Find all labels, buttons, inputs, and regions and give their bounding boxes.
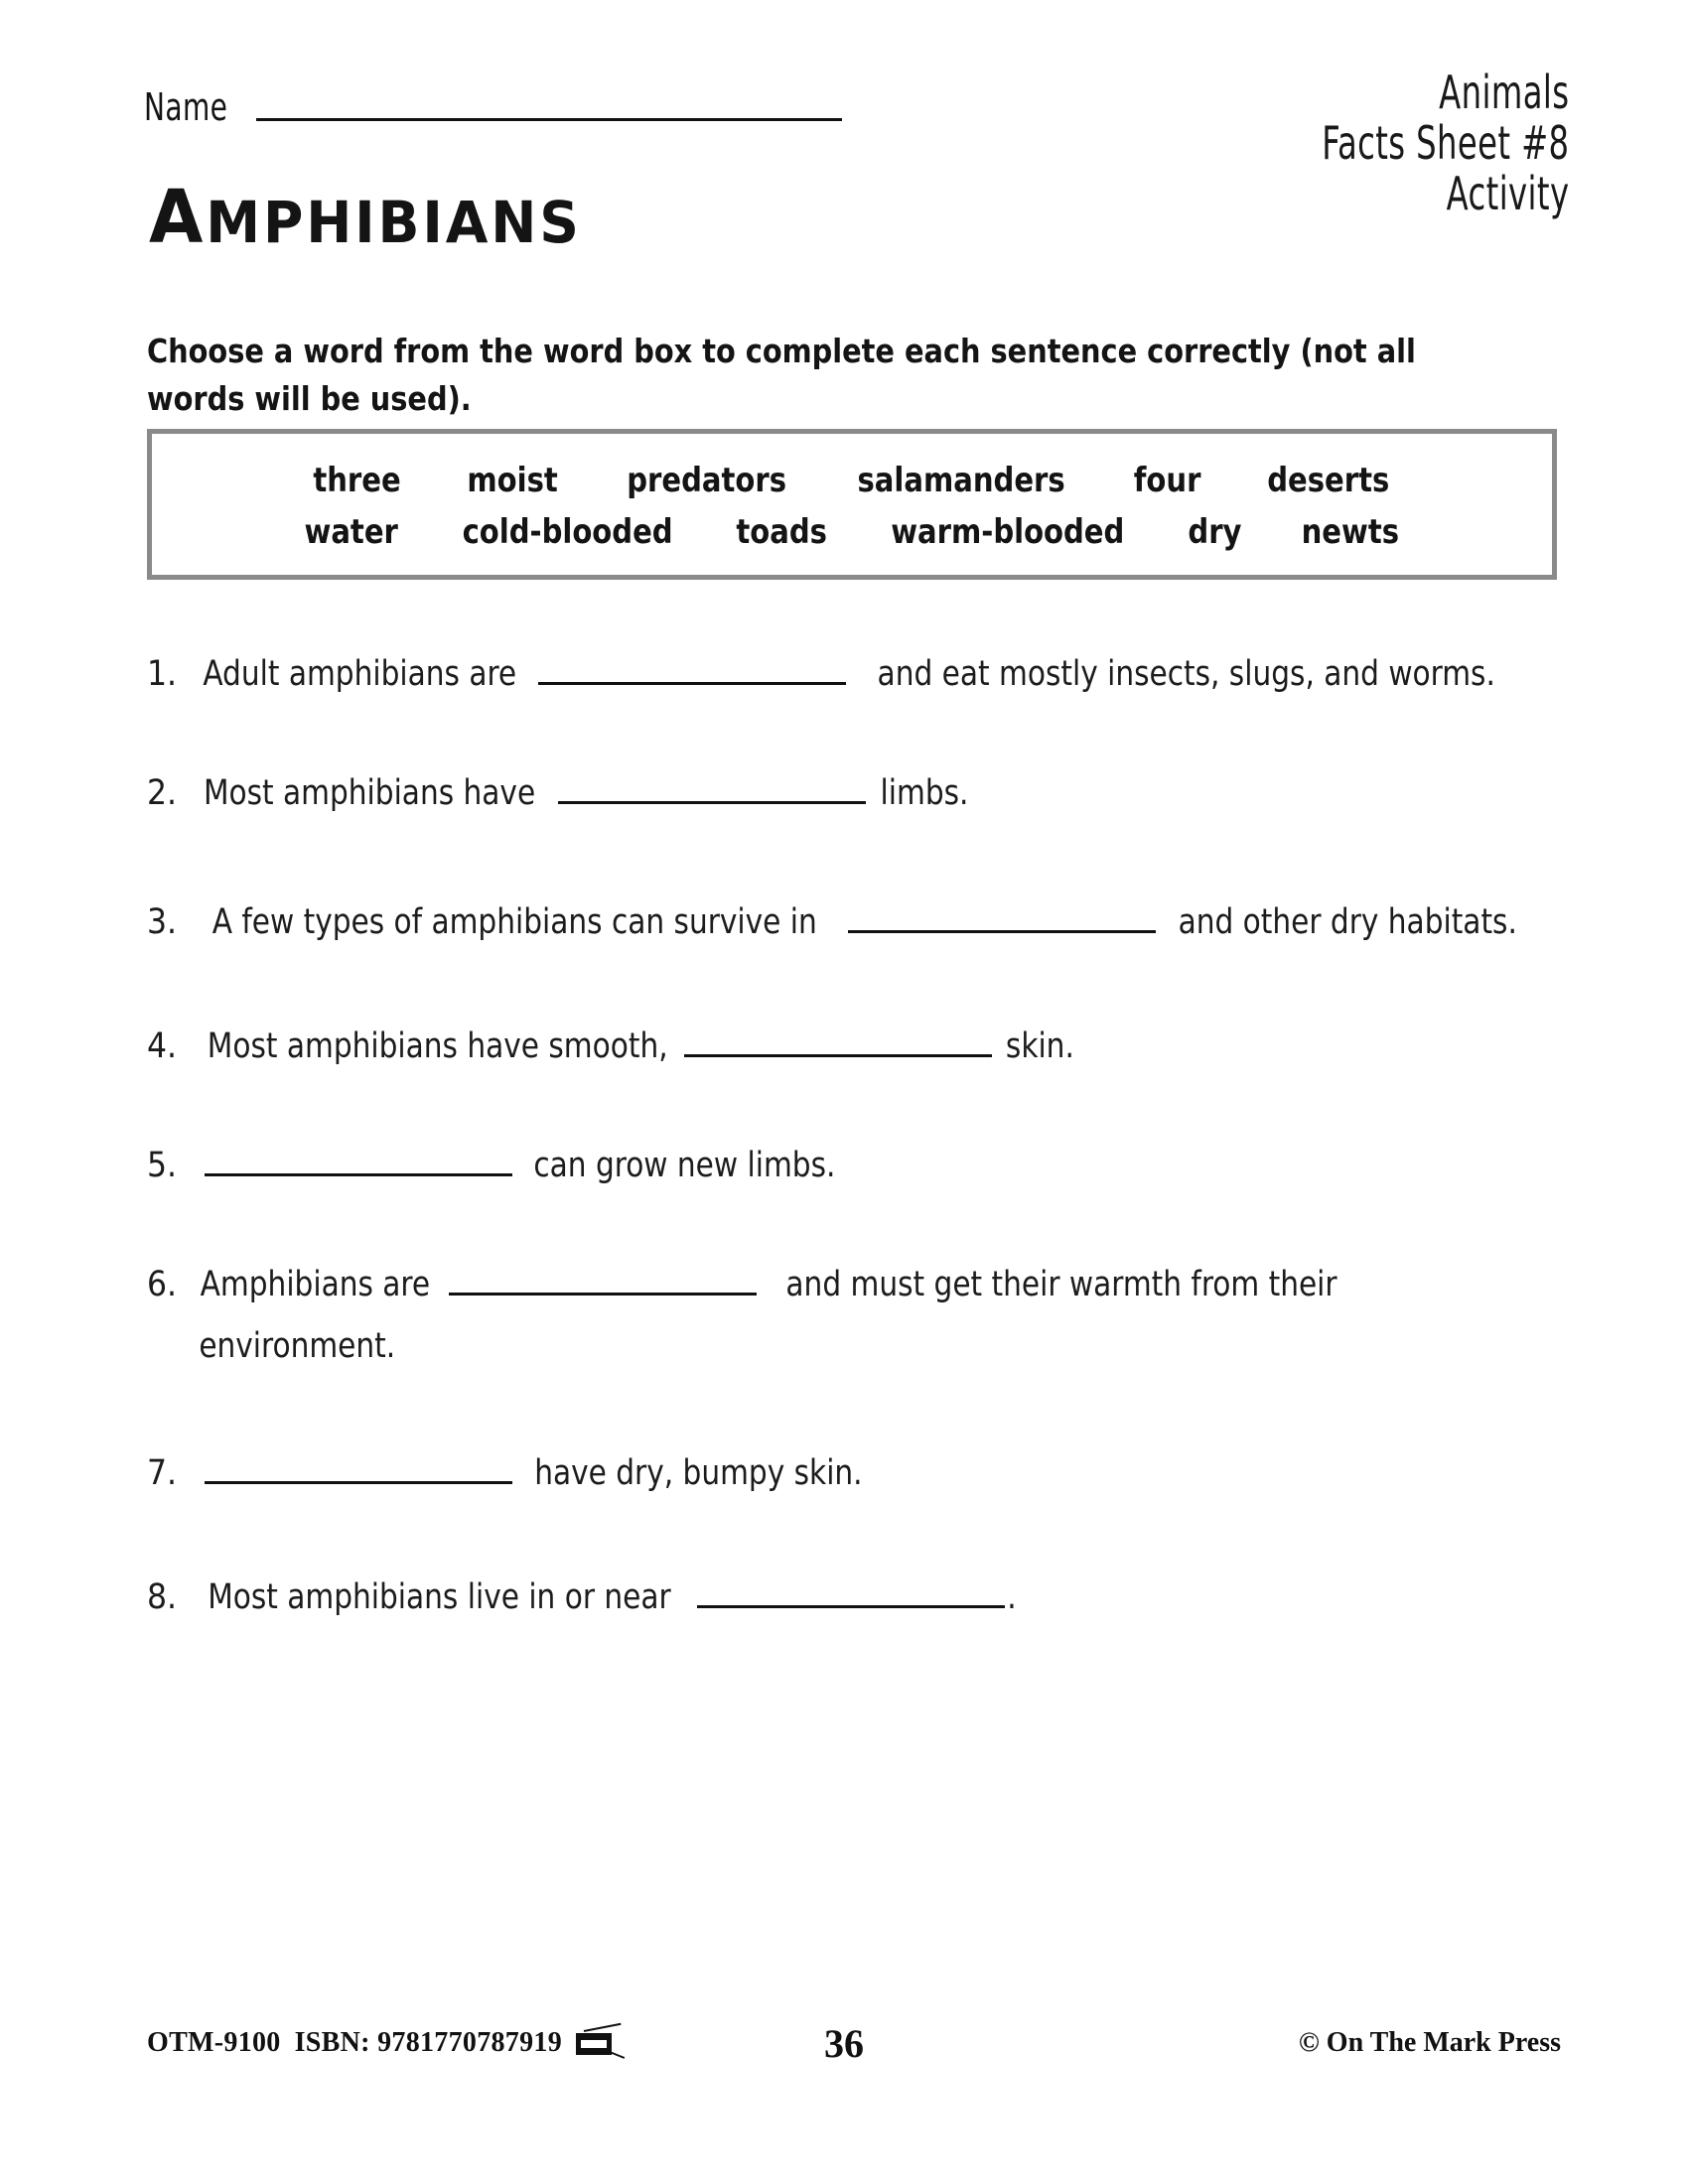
word-bank-item[interactable]: cold-blooded — [462, 512, 673, 552]
question-number: 1. — [147, 654, 178, 694]
word-bank-item[interactable]: predators — [626, 461, 786, 500]
word-bank-item[interactable]: toads — [736, 512, 828, 552]
answer-blank[interactable] — [205, 1447, 512, 1484]
question-number: 7. — [147, 1453, 178, 1493]
header-activity-kind: Activity — [1446, 167, 1569, 220]
answer-blank[interactable] — [205, 1140, 512, 1176]
header-series: Animals — [1438, 66, 1569, 119]
question-item — [147, 1442, 1597, 1504]
word-box-row-2 — [152, 506, 1552, 558]
header-meta — [1252, 68, 1569, 219]
question-text-after-blank: and eat mostly insects, slugs, and worms. — [868, 654, 1495, 694]
word-bank-item[interactable]: salamanders — [857, 461, 1065, 500]
word-bank-item[interactable]: deserts — [1267, 461, 1390, 500]
answer-blank[interactable] — [848, 896, 1156, 933]
word-bank-item[interactable]: four — [1133, 461, 1201, 500]
question-text-before-blank: Most amphibians have smooth, — [207, 1026, 668, 1066]
answer-blank[interactable] — [558, 767, 866, 804]
page-number: 36 — [824, 2021, 864, 2066]
question-list — [147, 643, 1587, 1735]
question-text-after-blank: limbs. — [870, 773, 968, 813]
question-item — [147, 891, 1597, 953]
question-line — [147, 1442, 1597, 1504]
answer-blank[interactable] — [697, 1571, 1005, 1608]
footer-product-code: OTM-9100 — [147, 2027, 281, 2058]
question-item — [147, 762, 1597, 824]
word-box-content — [152, 434, 1552, 575]
name-field-row — [144, 87, 859, 127]
page-title-text: AMPHIBIANS — [149, 175, 582, 260]
question-text-before-blank: Amphibians are — [200, 1265, 440, 1304]
name-write-line[interactable] — [256, 118, 842, 121]
question-number: 5. — [147, 1146, 178, 1185]
question-number: 2. — [147, 773, 178, 813]
answer-blank[interactable] — [684, 1021, 992, 1057]
instructions-text: Choose a word from the word box to complete each sentence correctly (not all words will be used). — [147, 332, 1416, 418]
question-line — [147, 1254, 1597, 1315]
word-box — [147, 429, 1557, 580]
question-number: 4. — [147, 1026, 178, 1066]
word-box-row-1 — [152, 455, 1552, 506]
question-text-before-blank: Adult amphibians are — [203, 654, 526, 694]
question-line — [147, 643, 1597, 705]
question-text-after-blank: . — [1007, 1577, 1017, 1617]
word-bank-item[interactable]: dry — [1188, 512, 1242, 552]
question-item — [147, 1254, 1597, 1377]
question-text-after-blank: have dry, bumpy skin. — [524, 1453, 863, 1493]
name-label: Name — [144, 85, 228, 129]
question-continuation-line — [147, 1315, 1597, 1377]
page-footer — [0, 2021, 1688, 2087]
answer-blank[interactable] — [449, 1259, 757, 1296]
question-text-before-blank: Most amphibians have — [203, 773, 545, 813]
question-item — [147, 1016, 1597, 1077]
question-number: 6. — [147, 1265, 178, 1304]
question-text-before-blank: A few types of amphibians can survive in — [211, 902, 827, 942]
word-bank-item[interactable]: warm-blooded — [891, 512, 1125, 552]
question-continuation-text: environment. — [199, 1326, 396, 1366]
question-text-before-blank: Most amphibians live in or near — [208, 1577, 681, 1617]
question-line — [147, 1135, 1597, 1196]
question-text-after-blank: and other dry habitats. — [1169, 902, 1517, 942]
footer-isbn: ISBN: 9781770787919 — [294, 2027, 562, 2058]
word-bank-item[interactable]: newts — [1301, 512, 1399, 552]
footer-copyright: © On The Mark Press — [1298, 2027, 1561, 2058]
question-item — [147, 1567, 1597, 1628]
question-line — [147, 762, 1597, 824]
answer-blank[interactable] — [538, 648, 846, 685]
question-text-after-blank: can grow new limbs. — [524, 1146, 836, 1185]
question-line — [147, 1567, 1597, 1628]
question-number: 3. — [147, 902, 178, 942]
question-text-after-blank: and must get their warmth from their — [776, 1265, 1337, 1304]
question-item — [147, 643, 1597, 705]
word-bank-item[interactable]: moist — [467, 461, 559, 500]
question-line — [147, 1016, 1597, 1077]
question-text-after-blank: skin. — [996, 1026, 1075, 1066]
word-bank-item[interactable]: water — [304, 512, 399, 552]
question-number: 8. — [147, 1577, 178, 1617]
question-text-before-blank — [193, 1135, 202, 1196]
word-bank-item[interactable]: three — [313, 461, 401, 500]
page-title — [149, 175, 582, 260]
question-line — [147, 891, 1597, 953]
header-sheet-number: Facts Sheet #8 — [1321, 116, 1569, 170]
question-item — [147, 1135, 1597, 1196]
question-text-before-blank — [193, 1442, 202, 1504]
